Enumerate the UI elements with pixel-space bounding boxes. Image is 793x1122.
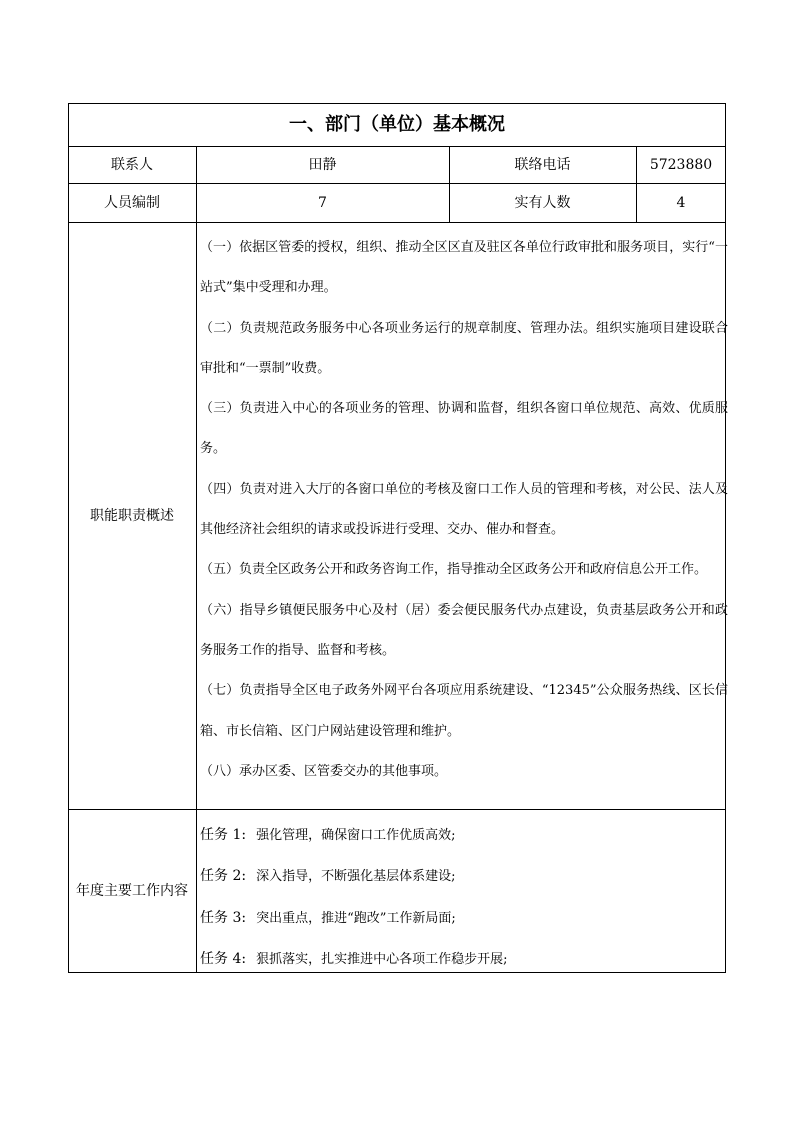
duty-item: （八）承办区委、区管委交办的其他事项。: [200, 763, 448, 779]
staff-quota-label: 人员编制: [104, 194, 160, 211]
phone-label: 联络电话: [514, 156, 571, 173]
task-label: 任务 1:: [200, 827, 247, 843]
duty-item: （五）负责全区政务公开和政务咨询工作，指导推动全区政务公开和政府信息公开工作。: [200, 562, 708, 578]
duty-item: （二）负责规范政务服务中心各项业务运行的规章制度、管理办法。组织实施项目建设联合审批和“一票制”收费。: [200, 320, 728, 376]
task-label: 任务 2:: [200, 868, 247, 885]
task-content: 强化管理，确保窗口工作优质高效;: [256, 828, 456, 843]
page-title: 一、部门（单位）基本概况: [289, 113, 505, 135]
task-content: 深入指导，不断强化基层体系建设;: [256, 869, 456, 885]
duty-item: （四）负责对进入大厅的各窗口单位的考核及窗口工作人员的管理和考核，对公民、法人及其他经济社会组织的请求或投诉进行受理、交办、催办和督查。: [200, 481, 728, 538]
actual-staff-label: 实有人数: [514, 194, 571, 211]
annual-task-list: [200, 815, 728, 980]
phone-value: 5723880: [649, 156, 713, 173]
task-item: [200, 898, 728, 939]
task-item: [200, 815, 728, 856]
task-item: [200, 939, 728, 980]
duties-label: 职能职责概述: [90, 507, 174, 524]
duty-item: （三）负责进入中心的各项业务的管理、协调和监督，组织各窗口单位规范、高效、优质服务。: [200, 401, 728, 457]
contact-value: 田静: [308, 156, 337, 173]
task-label: 任务 4:: [200, 950, 247, 967]
task-item: [200, 856, 728, 897]
duty-item: （七）负责指导全区电子政务外网平台各项应用系统建设、“12345”公众服务热线、区长信箱、市长信箱、区门户网站建设管理和维护。: [200, 683, 728, 739]
duty-item: （一）依据区管委的授权，组织、推动全区区直及驻区各单位行政审批和服务项目，实行“一站式”集中受理和办理。: [200, 240, 728, 296]
task-content: 突出重点，推进“跑改”工作新局面;: [256, 910, 456, 926]
actual-staff-value: 4: [676, 194, 686, 211]
task-label: 任务 3:: [200, 909, 247, 926]
table-rule: [196, 146, 197, 972]
task-content: 狠抓落实，扎实推进中心各项工作稳步开展;: [256, 951, 508, 967]
annual-work-label: 年度主要工作内容: [76, 882, 188, 899]
staff-quota-value: 7: [318, 194, 327, 211]
duty-item: （六）指导乡镇便民服务中心及村（居）委会便民服务代办点建设，负责基层政务公开和政务服务工作的指导、监督和考核。: [200, 602, 728, 658]
contact-label: 联系人: [111, 156, 153, 173]
duties-list: [200, 228, 728, 792]
